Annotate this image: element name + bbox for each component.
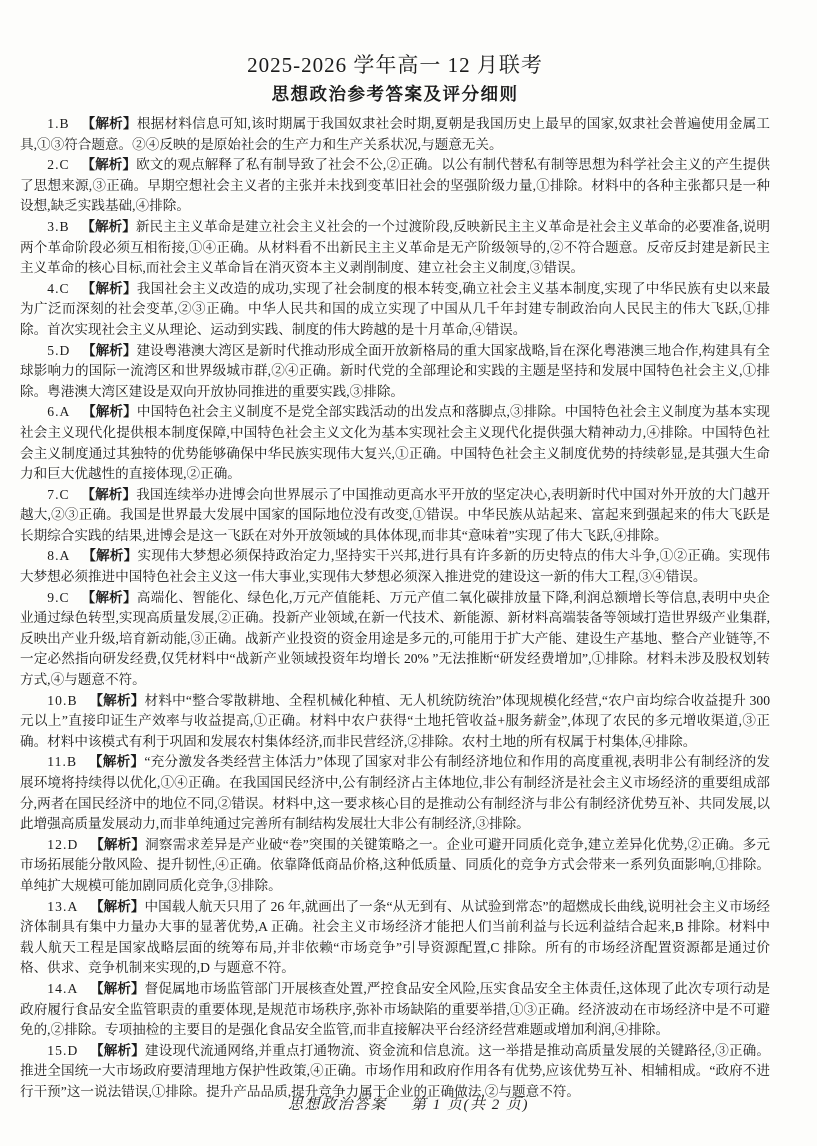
answer-number: 3.B	[47, 218, 70, 234]
answer-item-5	[20, 341, 770, 403]
answer-item-7	[20, 485, 770, 547]
answer-item-9	[20, 588, 770, 691]
explanation-text: 洞察需求差异是产业破“卷”突围的关键策略之一。企业可避开同质化竞争,建立差异化优势,②正确。多元市场拓展能分散风险、提升韧性,④正确。依靠降低商品价格,这种低质量、同质化的竞争方式会带来一系列负面影响,①排除。单纯扩大规模可能加剧同质化竞争,③排除。	[20, 836, 770, 893]
answer-number: 2.C	[47, 157, 70, 173]
analysis-tag: 【解析】	[81, 116, 137, 131]
analysis-tag: 【解析】	[88, 754, 145, 770]
explanation-text: 实现伟大梦想必须保持政治定力,坚持实干兴邦,进行具有许多新的历史特点的伟大斗争,①②正确。实现伟大梦想必须推进中国特色社会主义这一伟大事业,实现伟大梦想必须深入推进党的建设这一新的伟大工程,③④错误。	[20, 548, 770, 585]
footer-doc-label: 思想政治答案	[287, 1097, 387, 1113]
analysis-tag: 【解析】	[89, 836, 146, 852]
analysis-tag: 【解析】	[89, 1042, 145, 1058]
answer-number: 10.B	[47, 692, 78, 708]
analysis-tag: 【解析】	[82, 548, 138, 564]
answer-number: 9.C	[47, 589, 70, 605]
explanation-text: “充分激发各类经营主体活力”体现了国家对非公有制经济地位和作用的高度重视,表明非公有制经济的发展环境将持续得以优化,①④正确。在我国国民经济中,公有制经济占主体地位,非公有制经济是社会主义市场经济的重要组成部分,两者在国民经济中的地位不同,②错误。材料中,这一要求核心目的是推动公有制经济与非公有制经济优势互补、共同发展,以此增强高质量发展动力,而非单纯通过完善所有制结构发展壮大非公有制经济,③排除。	[20, 754, 770, 832]
analysis-tag: 【解析】	[82, 404, 137, 420]
answer-number: 15.D	[47, 1042, 79, 1058]
answer-item-4	[20, 279, 770, 341]
explanation-text: 中国特色社会主义制度不是党全部实践活动的出发点和落脚点,③排除。中国特色社会主义制度为基本实现社会主义现代化提供根本制度保障,中国特色社会主义文化为基本实现社会主义现代化提供强大精神动力,④排除。中国特色社会主义制度通过其独特的优势能够确保中华民族实现伟大复兴,①正确。中国特色社会主义制度优势的持续彰显,是其强大生命力和巨大优越性的直接体现,②正确。	[20, 404, 770, 482]
explanation-text: 建设现代流通网络,并重点打通物流、资金流和信息流。这一举措是推动高质量发展的关键路径,③正确。推进全国统一大市场政府要清理地方保护性政策,④正确。市场作用和政府作用各有优势,应该优势互补、相辅相成。“政府不进行干预”这一说法错误,①排除。提升产品品质,提升竞争力属于企业的正确做法,②与题意不符。	[20, 1042, 771, 1099]
answer-number: 6.A	[47, 404, 71, 420]
answer-item-12	[20, 835, 770, 897]
page-header	[20, 52, 770, 105]
explanation-text: 建设粤港澳大湾区是新时代推动形成全面开放新格局的重大国家战略,旨在深化粤港澳三地合作,构建具有全球影响力的国际一流湾区和世界级城市群,②④正确。新时代党的全部理论和实践的主题是坚持和发展中国特色社会主义,①排除。粤港澳大湾区建设是双向开放协同推进的重要实践,③排除。	[20, 342, 771, 399]
analysis-tag: 【解析】	[89, 898, 145, 914]
answer-number: 12.D	[47, 836, 79, 852]
explanation-text: 根据材料信息可知,该时期属于我国奴隶社会时期,夏朝是我国历史上最早的国家,奴隶社会普遍使用金属工具,①③符合题意。②④反映的是原始社会的生产力和生产关系状况,与题意无关。	[20, 116, 770, 152]
analysis-tag: 【解析】	[81, 218, 136, 234]
answers-body	[20, 114, 770, 1103]
analysis-tag: 【解析】	[89, 692, 145, 708]
analysis-tag: 【解析】	[82, 342, 137, 358]
analysis-tag: 【解析】	[81, 486, 137, 502]
exam-title: 2025-2026 学年高一 12 月联考	[247, 53, 543, 77]
answer-item-2	[20, 155, 770, 217]
answer-number: 8.A	[47, 548, 71, 564]
explanation-text: 材料中“整合零散耕地、全程机械化种植、无人机统防统治”体现规模化经营,“农户亩均综合收益提升 300 元以上”直接印证生产效率与收益提高,①正确。材料中农户获得“土地托管收益+服务薪金”,体现了农民的多元增收渠道,③正确。材料中该模式有利于巩固和发展农村集体经济,而非民营经济,②排除。农村土地的所有权属于村集体,④排除。	[20, 692, 771, 749]
answer-item-10	[20, 691, 770, 753]
answer-number: 1.B	[47, 116, 70, 131]
explanation-text: 我国连续举办进博会向世界展示了中国推动更高水平开放的坚定决心,表明新时代中国对外开放的大门越开越大,②③正确。我国是世界最大发展中国家的国际地位没有改变,①错误。中华民族从站起来、富起来到强起来的伟大飞跃是长期综合实践的结果,进博会是这一飞跃在对外开放领域的具体体现,而非其“意味着”实现了伟大飞跃,④排除。	[20, 486, 770, 543]
analysis-tag: 【解析】	[89, 980, 145, 996]
analysis-tag: 【解析】	[81, 589, 137, 605]
footer-page-number: 第 1 页(共 2 页)	[411, 1097, 529, 1113]
explanation-text: 高端化、智能化、绿色化,万元产值能耗、万元产值二氧化碳排放量下降,利润总额增长等信息,表明中央企业通过绿色转型,实现高质量发展,②正确。投新产业领域,在新一代技术、新能源、新材料高端装备等领域打造世界级产业集群,反映出产业升级,培育新动能,③正确。战新产业投资的资金用途是多元的,可能用于扩大产能、建设生产基地、整合产业链等,不一定必然指向研发经费,仅凭材料中“战新产业领域投资年均增长 20% ”无法推断“研发经费增加”,①排除。材料未涉及股权划转方式,④与题意不符。	[20, 589, 770, 688]
answer-item-3	[20, 217, 770, 279]
answer-item-1	[20, 114, 770, 155]
answer-number: 11.B	[47, 754, 78, 770]
explanation-text: 新民主主义革命是建立社会主义社会的一个过渡阶段,反映新民主主义革命是社会主义革命的必要准备,说明两个革命阶段必须互相衔接,①④正确。从材料看不出新民主主义革命是无产阶级领导的,②不符合题意。反帝反封建是新民主主义革命的核心目标,而社会主义革命旨在消灭资本主义剥削制度、建立社会主义制度,③错误。	[20, 218, 770, 276]
explanation-text: 我国社会主义改造的成功,实现了社会制度的根本转变,确立社会主义基本制度,实现了中华民族有史以来最为广泛而深刻的社会变革,②③正确。中华人民共和国的成立实现了中国从几千年封建专制政治向人民民主的伟大飞跃,①排除。首次实现社会主义从理论、运动到实践、制度的伟大跨越的是十月革命,④错误。	[20, 280, 770, 337]
answer-number: 4.C	[47, 280, 70, 296]
answer-number: 5.D	[47, 342, 71, 358]
answer-item-11	[20, 752, 770, 834]
answer-item-14	[20, 979, 770, 1041]
answer-key-subtitle: 思想政治参考答案及评分细则	[271, 84, 519, 104]
analysis-tag: 【解析】	[81, 280, 137, 296]
analysis-tag: 【解析】	[81, 157, 137, 173]
explanation-text: 督促属地市场监管部门开展核查处置,严控食品安全风险,压实食品安全主体责任,这体现了此次专项行动是政府履行食品安全监管职责的重要体现,是规范市场秩序,弥补市场缺陷的重要举措,①③正确。经济波动在市场经济中是不可避免的,②排除。专项抽检的主要目的是强化食品安全监管,而非直接解决平台经济经营难题或增加利润,④排除。	[20, 980, 770, 1038]
explanation-text: 中国载人航天只用了 26 年,就画出了一条“从无到有、从试验到常态”的超燃成长曲线,说明社会主义市场经济体制具有集中力量办大事的显著优势,A 正确。社会主义市场经济才能把人们当前利益与长远利益结合起来,B 排除。材料中载人航天工程是国家战略层面的统筹布局,并非依赖“市场竞争”引导资源配置,C 排除。所有的市场经济配置资源都是通过价格、供求、竞争机制来实现的,D 与题意不符。	[20, 898, 770, 976]
answer-number: 14.A	[47, 980, 79, 996]
answer-item-8	[20, 546, 770, 587]
answer-number: 7.C	[47, 486, 70, 502]
explanation-text: 欧文的观点解释了私有制导致了社会不公,②正确。以公有制代替私有制等思想为科学社会主义的产生提供了思想来源,③正确。早期空想社会主义者的主张并未找到变革旧社会的坚强阶级力量,①排除。材料中的各种主张都只是一种设想,缺乏实践基础,④排除。	[20, 157, 770, 214]
answer-number: 13.A	[47, 898, 79, 914]
answer-item-13	[20, 897, 770, 979]
answer-item-6	[20, 402, 770, 484]
page-footer	[0, 1093, 817, 1114]
